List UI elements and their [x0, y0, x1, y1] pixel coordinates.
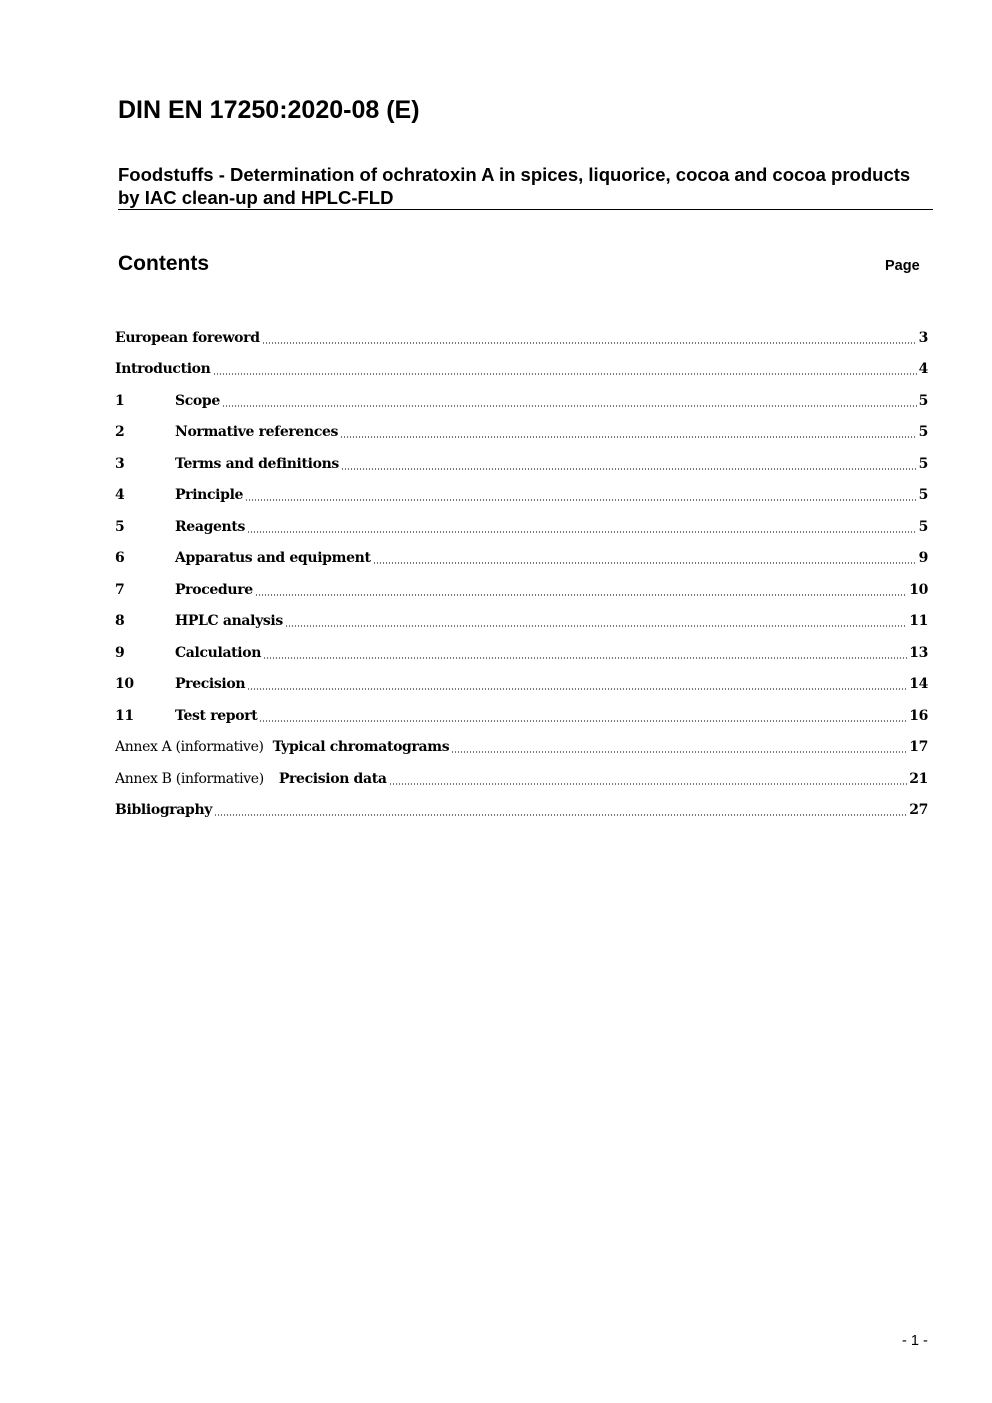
- page-column-heading: Page: [885, 258, 920, 274]
- toc-entry-number: 1: [115, 392, 125, 409]
- toc-entry-annex-label: Annex A (informative): [115, 739, 264, 756]
- toc-entry-page: 3: [918, 329, 928, 346]
- contents-heading: Contents: [118, 252, 209, 275]
- toc-entry-bibliography[interactable]: [115, 795, 928, 827]
- dot-leader: [263, 656, 907, 660]
- dot-leader: [213, 372, 917, 376]
- toc-entry-introduction[interactable]: [115, 354, 928, 386]
- toc-entry-number: 10: [115, 676, 134, 693]
- toc-entry-number: 2: [115, 424, 125, 441]
- toc-entry-page: 16: [909, 707, 928, 724]
- toc-entry-number: 3: [115, 455, 125, 472]
- dot-leader: [247, 687, 907, 691]
- toc-entry-page: 5: [918, 518, 928, 535]
- toc-entry-title: Test report: [175, 707, 258, 724]
- dot-leader: [389, 782, 908, 786]
- table-of-contents: [115, 322, 928, 826]
- toc-entry-page: 21: [909, 770, 928, 787]
- toc-entry-scope[interactable]: [115, 385, 928, 417]
- toc-entry-title: Precision: [175, 676, 246, 693]
- dot-leader: [451, 750, 907, 754]
- toc-entry-apparatus-and-equipment[interactable]: [115, 543, 928, 575]
- toc-entry-page: 14: [909, 676, 928, 693]
- toc-entry-title: Scope: [175, 392, 220, 409]
- toc-entry-number: 6: [115, 550, 125, 567]
- toc-entry-title: HPLC analysis: [175, 613, 283, 630]
- toc-entry-page: 10: [909, 581, 928, 598]
- toc-entry-reagents[interactable]: [115, 511, 928, 543]
- toc-entry-precision[interactable]: [115, 669, 928, 701]
- toc-entry-page: 17: [909, 739, 928, 756]
- toc-entry-annex-label: Annex B (informative): [115, 770, 264, 787]
- toc-entry-number: 7: [115, 581, 125, 598]
- toc-entry-procedure[interactable]: [115, 574, 928, 606]
- toc-entry-title: Bibliography: [115, 802, 213, 819]
- dot-leader: [340, 435, 917, 439]
- dot-leader: [222, 404, 917, 408]
- toc-entry-normative-references[interactable]: [115, 417, 928, 449]
- toc-entry-title: European foreword: [115, 329, 260, 346]
- dot-leader: [285, 624, 907, 628]
- dot-leader: [262, 341, 917, 345]
- toc-entry-title: Reagents: [175, 518, 246, 535]
- toc-entry-european-foreword[interactable]: [115, 322, 928, 354]
- toc-entry-title: Typical chromatograms: [272, 739, 450, 756]
- toc-entry-annex-a[interactable]: [115, 732, 928, 764]
- toc-entry-title: Introduction: [115, 361, 211, 378]
- toc-entry-page: 5: [918, 455, 928, 472]
- dot-leader: [214, 813, 907, 817]
- toc-entry-page: 27: [909, 802, 928, 819]
- page-number: - 1 -: [902, 1333, 928, 1349]
- toc-entry-number: 11: [115, 707, 134, 724]
- dot-leader: [247, 530, 917, 534]
- toc-entry-test-report[interactable]: [115, 700, 928, 732]
- toc-entry-number: 8: [115, 613, 125, 630]
- toc-entry-page: 5: [918, 487, 928, 504]
- toc-entry-annex-b[interactable]: [115, 763, 928, 795]
- toc-entry-page: 9: [918, 550, 928, 567]
- toc-entry-page: 5: [918, 392, 928, 409]
- dot-leader: [373, 561, 917, 565]
- toc-entry-page: 13: [909, 644, 928, 661]
- toc-entry-number: 4: [115, 487, 125, 504]
- toc-entry-title: Calculation: [175, 644, 262, 661]
- toc-entry-hplc-analysis[interactable]: [115, 606, 928, 638]
- dot-leader: [259, 719, 907, 723]
- toc-entry-number: 9: [115, 644, 125, 661]
- document-subtitle: Foodstuffs - Determination of ochratoxin A in spices, liquorice, cocoa and cocoa products by IAC clean-up and HPLC-FLD: [118, 163, 933, 210]
- toc-entry-page: 5: [918, 424, 928, 441]
- toc-entry-number: 5: [115, 518, 125, 535]
- dot-leader: [341, 467, 917, 471]
- toc-entry-title: Terms and definitions: [175, 455, 339, 472]
- toc-entry-terms-and-definitions[interactable]: [115, 448, 928, 480]
- toc-entry-page: 4: [918, 361, 928, 378]
- toc-entry-title: Normative references: [175, 424, 339, 441]
- toc-entry-calculation[interactable]: [115, 637, 928, 669]
- toc-entry-title: Principle: [175, 487, 244, 504]
- toc-entry-page: 11: [909, 613, 928, 630]
- document-title: DIN EN 17250:2020-08 (E): [118, 96, 420, 124]
- dot-leader: [255, 593, 907, 597]
- toc-entry-principle[interactable]: [115, 480, 928, 512]
- dot-leader: [245, 498, 916, 502]
- toc-entry-title: Apparatus and equipment: [175, 550, 371, 567]
- toc-entry-title: Precision data: [278, 770, 387, 787]
- toc-entry-title: Procedure: [175, 581, 253, 598]
